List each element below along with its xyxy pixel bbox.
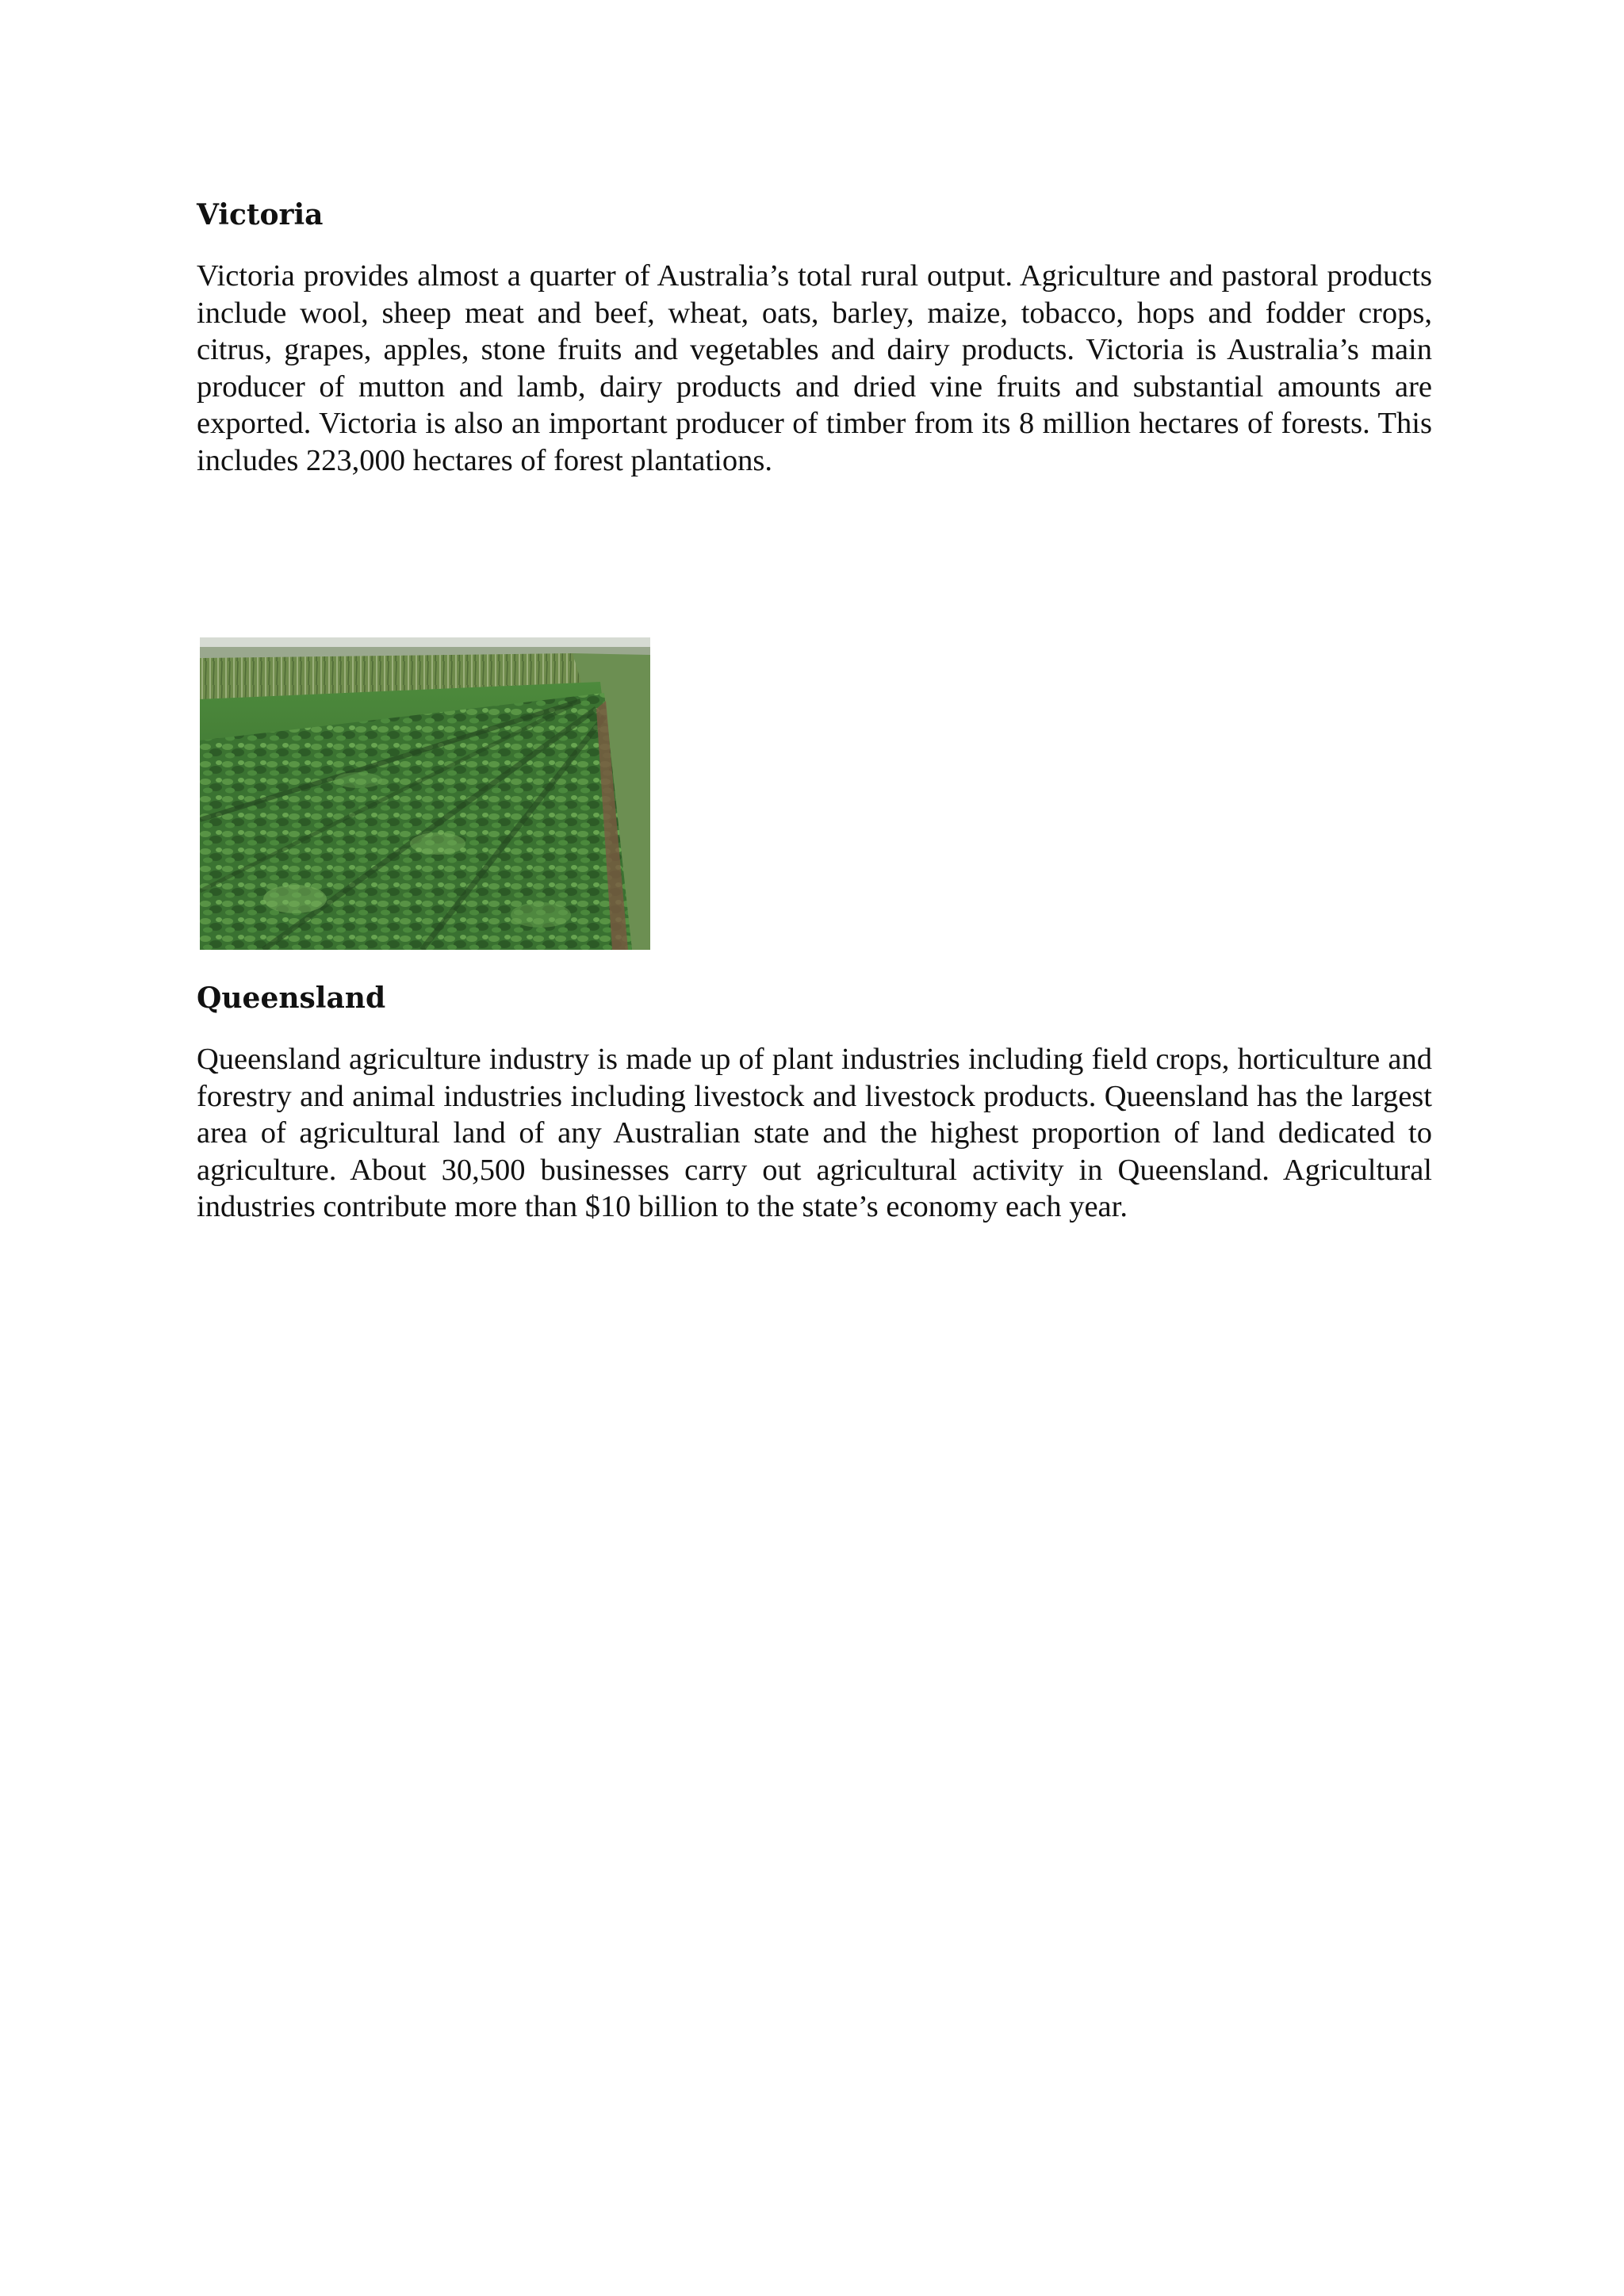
queensland-paragraph: Queensland agriculture industry is made up of plant industries including field crops, horticulture and forestry and animal industries including livestock and livestock products. Queensland has the largest area of agricultural land of any Australian state and the highest proportion of land dedicated to agriculture. About 30,500 businesses carry out agricultural activity in Queensland. Agricultural industries contribute more than $10 billion to the state’s economy each year. (197, 1043, 1432, 1223)
crop-field-illustration (200, 637, 650, 950)
crop-field-photo (200, 637, 650, 950)
queensland-heading: Queensland (197, 982, 386, 1015)
victoria-heading: Victoria (197, 198, 324, 232)
victoria-paragraph: Victoria provides almost a quarter of Australia’s total rural output. Agriculture and pastoral products include wool, sheep meat and beef, wheat, oats, barley, maize, tobacco, hops and fodder crops, citrus, grapes, apples, stone fruits and vegetables and dairy products. Victoria is Australia’s main producer of mutton and lamb, dairy products and dried vine fruits and substantial amounts are exported. Victoria is also an important producer of timber from its 8 million hectares of forests. This includes 223,000 hectares of forest plantations. (197, 259, 1432, 477)
